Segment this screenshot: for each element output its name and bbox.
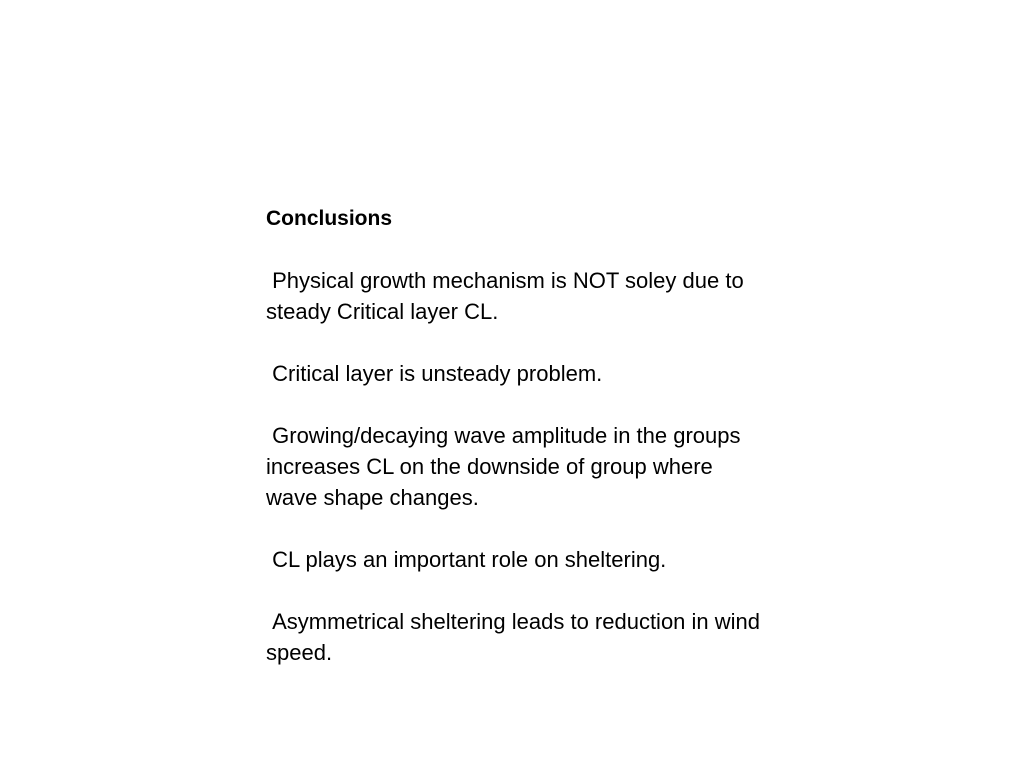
- conclusion-text-3: Growing/decaying wave amplitude in the groups increases CL on the downside of group where wave shape changes.: [266, 423, 747, 510]
- conclusion-item-3: [266, 420, 766, 513]
- conclusion-text-2: Critical layer is unsteady problem.: [266, 361, 603, 386]
- conclusion-item-4: [266, 544, 766, 575]
- conclusion-item-1: [266, 265, 766, 327]
- slide-title: Conclusions: [266, 207, 393, 230]
- conclusion-list: [266, 265, 766, 668]
- conclusion-item-2: [266, 358, 766, 389]
- conclusion-text-1: Physical growth mechanism is NOT soley due to steady Critical layer CL.: [266, 268, 750, 324]
- conclusion-text-5: Asymmetrical sheltering leads to reduction in wind speed.: [266, 609, 767, 665]
- conclusion-item-5: [266, 606, 766, 668]
- conclusion-text-4: CL plays an important role on sheltering.: [266, 547, 667, 572]
- slide-content: [266, 203, 766, 668]
